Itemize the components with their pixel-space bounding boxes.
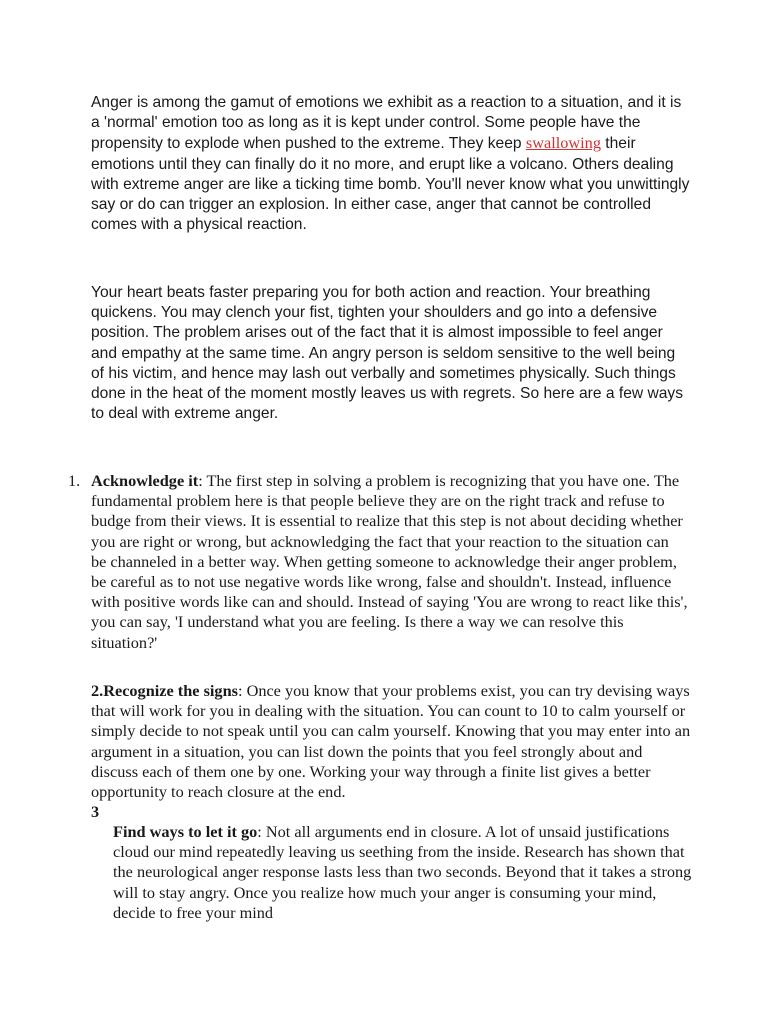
list-item-recognize xyxy=(91,681,691,802)
intro-text-end: their emotions until they can finally do it no more, and erupt like a volcano. Others dealing with extreme anger are like a ticking time bomb. You'll never know what you unwittingly say or do can trigger an explosion. In either case, anger that cannot be controlled comes with a physical reaction. xyxy=(91,135,690,234)
list-item-title: Acknowledge it xyxy=(91,471,199,490)
list-item-let-go xyxy=(113,822,693,923)
list-item-text: : Not all arguments end in closure. A lot of unsaid justifications cloud our mind repeatedly leaving us seething from the inside. Research has shown that the neurological anger response lasts less than two seconds. Beyond that it takes a strong will to stay angry. Once you realize how much your anger is consuming your mind, decide to free your mind xyxy=(113,822,692,922)
body-paragraph: Your heart beats faster preparing you for both action and reaction. Your breathing quickens. You may clench your fist, tighten your shoulders and go into a defensive position. The problem arises out of the fact that it is almost impossible to feel anger and empathy at the same time. An angry person is seldom sensitive to the well being of his victim, and hence may lash out verbally and sometimes physically. Such things done in the heat of the moment mostly leaves us with regrets. So here are a few ways to deal with extreme anger. xyxy=(91,284,683,423)
list-number: 3 xyxy=(91,802,100,821)
list-item-title: 2.Recognize the signs xyxy=(91,681,238,700)
intro-text-start: Anger is among the gamut of emotions we exhibit as a reaction to a situation, and it is a 'normal' emotion too as long as it is kept under control. Some people have the propensity to explode when pushed to the extreme. They keep xyxy=(91,94,682,153)
list-item-title: Find ways to let it go xyxy=(113,822,258,841)
list-item-body xyxy=(91,471,688,653)
list-item-text: : Once you know that your problems exist, you can try devising ways that will work for you in dealing with the situation. You can count to 10 to calm yourself or simply decide to not speak until you can calm yourself. Knowing that you may enter into an argument in a situation, you can list down the points that you feel strongly about and discuss each of them one by one. Working your way through a finite list gives a better opportunity to reach closure at the end. xyxy=(91,681,691,802)
list-item-text: : The first step in solving a problem is recognizing that you have one. The fundamental problem here is that people believe they are on the right track and refuse to budge from their views. It is essential to realize that this step is not about deciding whether you are right or wrong, but acknowledging the fact that your reaction to the situation can be channeled in a better way. When getting someone to acknowledge their anger problem, be careful as to not use negative words like wrong, false and shouldn't. Instead, influence with positive words like can and should. Instead of saying 'You are wrong to react like this', you can say, 'I understand what you are feeling. Is there a way we can resolve this situation?' xyxy=(91,471,688,652)
intro-paragraph xyxy=(91,93,691,235)
list-number: 1. xyxy=(68,471,81,490)
swallowing-link[interactable]: swallowing xyxy=(525,133,601,153)
